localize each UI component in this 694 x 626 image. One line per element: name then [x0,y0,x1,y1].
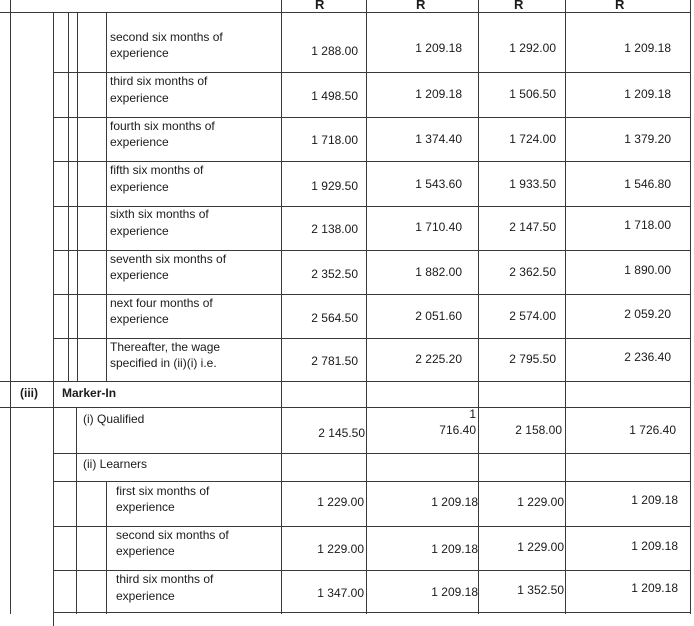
row-description: fifth six months of [110,163,204,177]
learners-label: (ii) Learners [83,457,148,471]
value-cell: 2 225.20 [415,352,462,366]
value-cell: 1 209.18 [431,585,478,599]
value-cell: 2 138.00 [311,222,358,236]
value-cell: 1 718.00 [311,133,358,147]
row-divider [0,407,691,408]
row-description: experience [116,500,175,514]
value-cell: 2 051.60 [415,309,462,323]
value-cell: 1 209.18 [631,493,678,507]
row-description: second six months of [110,30,223,44]
column-divider [106,481,107,614]
column-divider [478,0,479,614]
value-cell: 1 209.18 [624,87,671,101]
row-description: second six months of [116,528,229,542]
column-divider [565,0,566,614]
column-divider [53,12,54,626]
value-cell: 1 209.18 [631,539,678,553]
value-cell: 1 229.00 [317,495,364,509]
currency-header: R [615,0,625,12]
row-description: fourth six months of [110,119,215,133]
column-divider [10,0,11,614]
value-cell: 1 229.00 [517,495,564,509]
column-divider [366,0,367,614]
row-description: Thereafter, the wage [110,340,221,354]
value-cell: 1 718.00 [624,218,671,232]
row-description: seventh six months of [110,252,227,266]
value-cell: 1 288.00 [311,44,358,58]
value-cell: 1 379.20 [624,132,671,146]
row-divider [53,612,691,613]
row-divider [0,381,691,382]
row-description: next four months of [110,296,213,310]
value-cell: 1 546.80 [624,177,671,191]
value-cell: 1 209.18 [624,41,671,55]
value-cell: 2 147.50 [509,220,556,234]
section-number: (iii) [20,386,38,400]
value-cell: 1 933.50 [509,177,556,191]
value-cell: 1 710.40 [415,220,462,234]
value-cell: 1 882.00 [415,265,462,279]
column-divider [106,12,107,382]
value-cell: 1 229.00 [517,540,564,554]
value-cell: 2 236.40 [624,350,671,364]
row-description: experience [110,312,169,326]
row-description: experience [110,46,169,60]
value-cell: 1 498.50 [311,89,358,103]
row-description: sixth six months of [110,207,209,221]
currency-header: R [416,0,426,12]
row-description: experience [110,91,169,105]
currency-header: R [315,0,325,12]
row-description: third six months of [116,572,214,586]
row-description: experience [110,268,169,282]
value-cell: 2 158.00 [515,423,562,437]
value-cell: 1 [469,407,476,421]
value-cell: 2 781.50 [311,354,358,368]
row-description: first six months of [116,484,210,498]
value-cell: 1 229.00 [317,542,364,556]
value-cell: 2 059.20 [624,307,671,321]
value-cell: 1 543.60 [415,177,462,191]
section-title: Marker-In [62,386,117,400]
row-divider [0,12,691,13]
value-cell: 2 362.50 [509,265,556,279]
value-cell: 1 209.18 [431,495,478,509]
row-description: experience [110,135,169,149]
column-divider [281,0,282,614]
value-cell: 1 890.00 [624,263,671,277]
row-description: experience [110,224,169,238]
row-description: experience [110,180,169,194]
value-cell: 1 347.00 [317,586,364,600]
row-description: third six months of [110,74,208,88]
row-description: experience [116,544,175,558]
currency-header: R [514,0,524,12]
value-cell: 716.40 [439,423,476,437]
value-cell: 1 352.50 [517,583,564,597]
value-cell: 2 564.50 [311,311,358,325]
value-cell: 1 374.40 [415,132,462,146]
value-cell: 1 209.18 [415,41,462,55]
value-cell: 1 209.18 [631,581,678,595]
value-cell: 2 145.50 [318,426,365,440]
column-divider [76,407,77,614]
row-divider [53,481,691,482]
row-description: experience [116,589,175,603]
row-description: specified in (ii)(i) i.e. [110,356,217,370]
qualified-label: (i) Qualified [83,412,145,426]
column-divider [77,12,78,382]
value-cell: 1 929.50 [311,179,358,193]
value-cell: 2 574.00 [509,309,556,323]
column-divider [68,12,69,382]
value-cell: 2 795.50 [509,352,556,366]
value-cell: 1 726.40 [629,423,676,437]
value-cell: 1 724.00 [509,132,556,146]
value-cell: 1 209.18 [431,542,478,556]
value-cell: 1 506.50 [509,87,556,101]
value-cell: 2 352.50 [311,267,358,281]
value-cell: 1 292.00 [509,41,556,55]
column-divider [690,0,691,614]
row-divider [53,453,691,454]
value-cell: 1 209.18 [415,87,462,101]
